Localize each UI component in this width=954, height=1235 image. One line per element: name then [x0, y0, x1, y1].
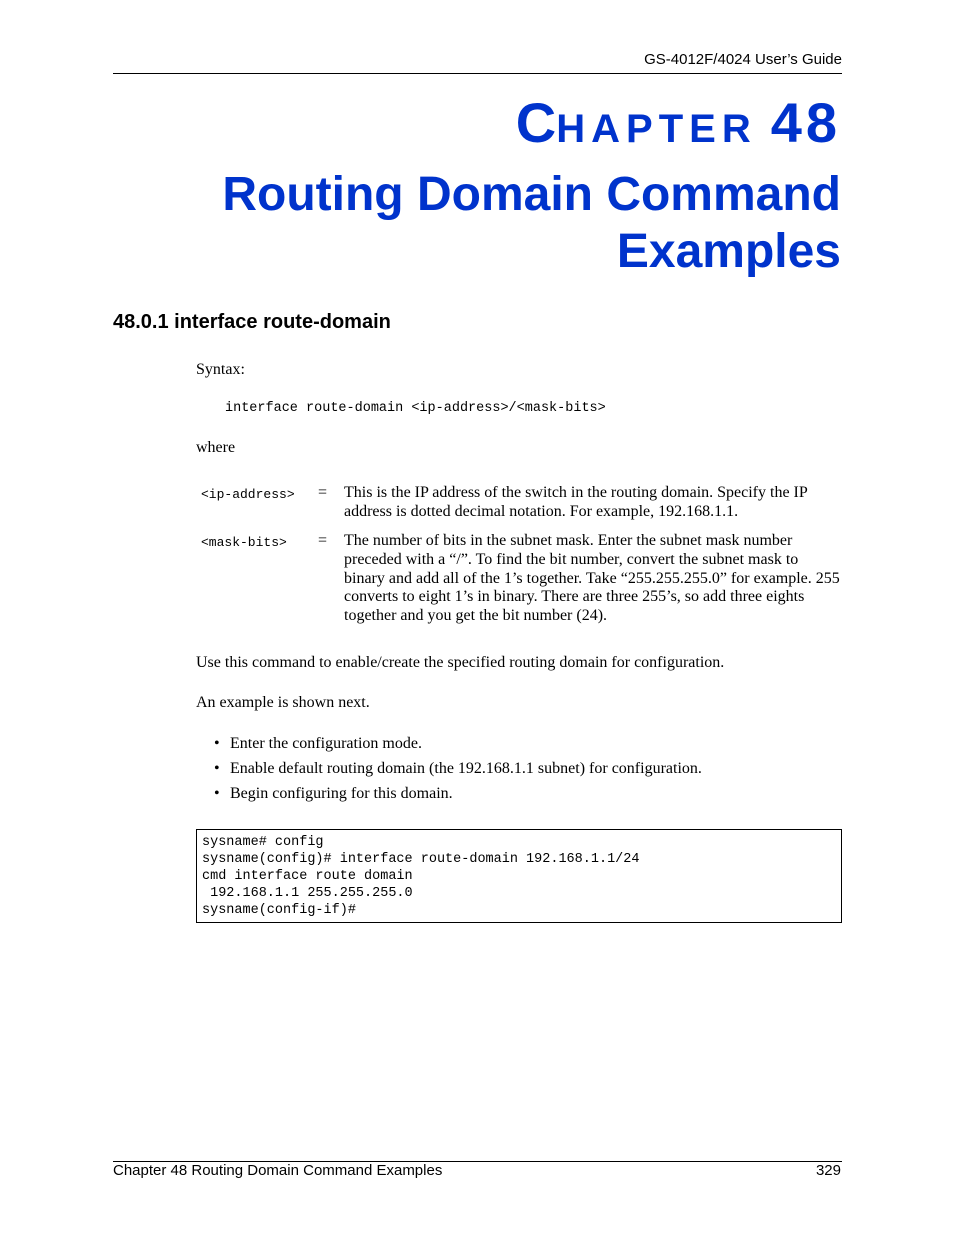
- syntax-label: Syntax:: [196, 361, 245, 378]
- param-equals: =: [318, 532, 328, 549]
- code-line: sysname(config-if)#: [202, 903, 356, 918]
- list-item: [214, 758, 702, 783]
- chapter-title-line: Routing Domain Command: [222, 168, 841, 221]
- code-line: sysname(config)# interface route-domain 192.168.1.1/24: [202, 852, 640, 867]
- list-item-text: Enter the configuration mode.: [230, 735, 422, 752]
- chapter-label-rest: HAPTER: [556, 107, 757, 151]
- page-number: 329: [815, 1162, 841, 1179]
- where-label: where: [196, 439, 236, 456]
- param-description: This is the IP address of the switch in the routing domain. Specify the IP address is dotted decimal notation. For example, 192.168.1.1.: [344, 484, 808, 520]
- running-header-title: GS-4012F/4024 User’s Guide: [644, 51, 842, 68]
- param-row: [196, 484, 842, 524]
- list-item-text: Enable default routing domain (the 192.168.1.1 subnet) for configuration.: [230, 760, 702, 777]
- list-item-text: Begin configuring for this domain.: [230, 785, 453, 802]
- bullet-icon: •: [214, 760, 220, 777]
- list-item: [214, 783, 702, 808]
- header-rule: [113, 73, 842, 74]
- bullet-icon: •: [214, 735, 220, 752]
- code-line: cmd interface route domain: [202, 869, 413, 884]
- chapter-title-line: Examples: [616, 225, 841, 278]
- section-heading: 48.0.1 interface route-domain: [113, 311, 391, 333]
- code-example-box: [196, 829, 842, 923]
- chapter-number: 48: [770, 91, 841, 154]
- param-description: The number of bits in the subnet mask. Enter the subnet mask number preceded with a “/”. To find the bit number, convert the subnet mask to binary and add all of the 1’s together. Take “255.255.255.0” for example. 255 converts to eight 1’s in binary. There are three 255’s, so add three eights together and you get the bit number (24).: [344, 532, 840, 625]
- step-list: [214, 733, 702, 808]
- syntax-command: interface route-domain <ip-address>/<mask-bits>: [225, 401, 606, 416]
- chapter-label: [515, 91, 841, 154]
- param-equals: =: [318, 484, 328, 501]
- param-name: <mask-bits>: [201, 535, 287, 550]
- chapter-label-initial: C: [515, 91, 557, 154]
- footer-chapter-title: Chapter 48 Routing Domain Command Examples: [113, 1162, 443, 1179]
- chapter-title: [141, 166, 841, 280]
- param-row: [196, 532, 842, 628]
- list-item: [214, 733, 702, 758]
- bullet-icon: •: [214, 785, 220, 802]
- code-line: sysname# config: [202, 835, 324, 850]
- code-line: 192.168.1.1 255.255.255.0: [202, 886, 413, 901]
- usage-paragraph: Use this command to enable/create the specified routing domain for configuration.: [196, 654, 725, 671]
- param-name: <ip-address>: [201, 487, 295, 502]
- example-intro: An example is shown next.: [196, 694, 370, 711]
